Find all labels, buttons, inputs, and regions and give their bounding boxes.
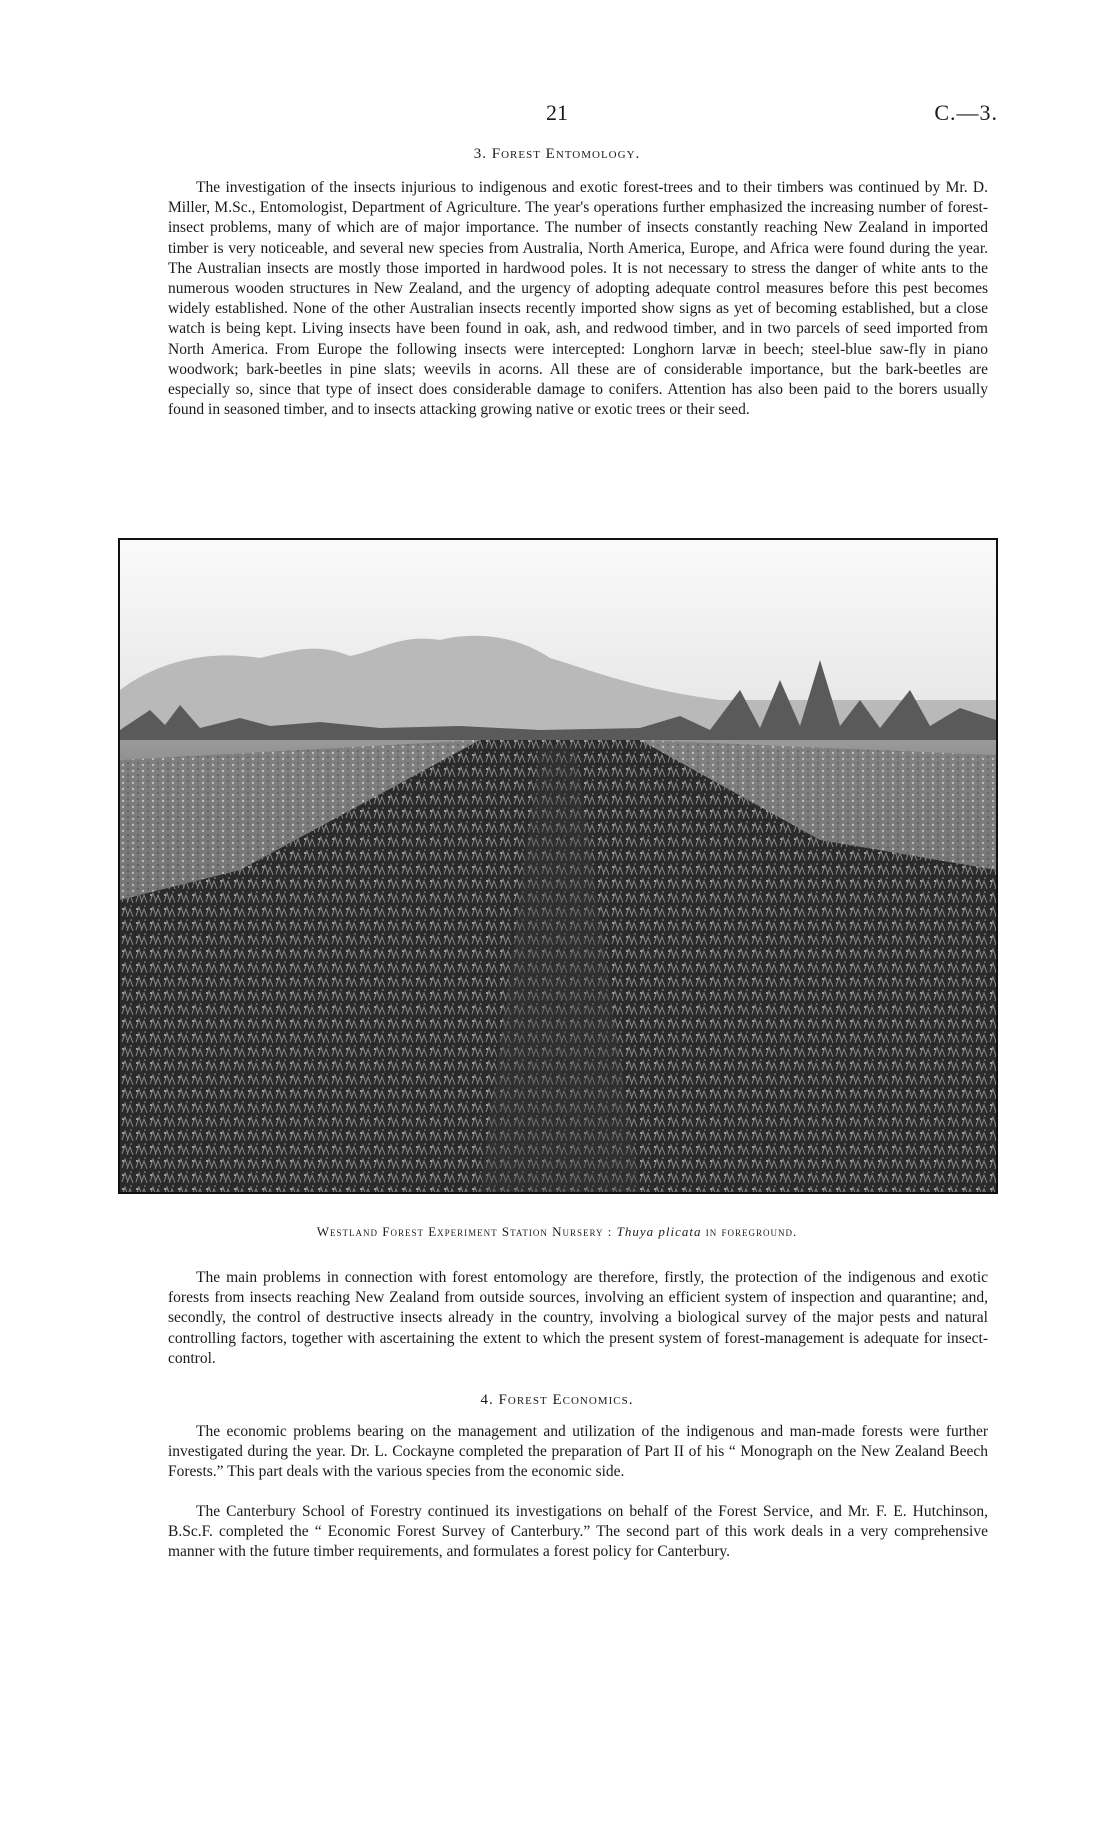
forest-entomology-paragraph: The investigation of the insects injurious to indigenous and exotic forest-trees and to their timbers was continued by Mr. D. Miller, M.Sc., Entomologist, Department of Agriculture. The year's operations further emphasized the increasing number of forest-insect problems, many of which are of major importance. The number of insects constantly reaching New Zealand in imported timber is very noticeable, and several new species from Australia, North America, Europe, and Africa were found during the year. The Australian insects are mostly those imported in hardwood poles. It is not necessary to stress the danger of white ants to the numerous wooden structures in New Zealand, and the urgency of adopting adequate control measures before this pest becomes widely established. None of the other Australian insects recently imported show signs as yet of becoming established, but a close watch is being kept. Living insects have been found in oak, ash, and redwood timber, and in two parcels of seed imported from North America. From Europe the following insects were intercepted: Longhorn larvæ in beech; steel-blue saw-fly in piano woodwork; bark-beetles in pine slats; weevils in acorns. All these are of considerable importance, but the bark-beetles are especially so, since that type of insect does considerable damage to conifers. Attention has also been paid to the borers usually found in seasoned timber, and to insects attacking growing native or exotic trees or their seed. [168, 179, 988, 419]
forest-economics-paragraph-1: The economic problems bearing on the management and utilization of the indigenous and man-made forests were further investigated during the year. Dr. L. Cockayne completed the preparation of Part II of his “ Monograph on the New Zealand Beech Forests.” This part deals with the various species from the economic side. [168, 1423, 988, 1481]
caption-main: Westland Forest Experiment Station Nursery : [316, 1224, 617, 1239]
page-number: 21 [546, 100, 568, 125]
photo-caption [0, 1224, 1114, 1240]
entomology-summary-paragraph: The main problems in connection with forest entomology are therefore, firstly, the protection of the indigenous and exotic forests from insects reaching New Zealand from outside sources, involving an efficient system of inspection and quarantine; and, secondly, the control of destructive insects already in the country, involving a biological survey of the major pests and natural controlling factors, together with ascertaining the extent to which the present system of forest-management is adequate for insect-control. [168, 1269, 988, 1367]
caption-tail: in foreground. [701, 1224, 798, 1239]
nursery-photo-illustration [120, 540, 996, 1192]
section-heading-forest-entomology: 3. Forest Entomology. [473, 146, 641, 162]
caption-species: Thuya plicata [616, 1224, 702, 1239]
section-heading-forest-economics: 4. Forest Economics. [480, 1392, 634, 1408]
document-code: C.—3. [934, 100, 998, 125]
forest-economics-paragraph-2: The Canterbury School of Forestry continued its investigations on behalf of the Forest Service, and Mr. F. E. Hutchinson, B.Sc.F. completed the “ Economic Forest Survey of Canterbury.” The second part of this work deals in a very comprehensive manner with the future timber requirements, and formulates a forest policy for Canterbury. [168, 1503, 988, 1561]
nursery-photograph [118, 538, 998, 1194]
